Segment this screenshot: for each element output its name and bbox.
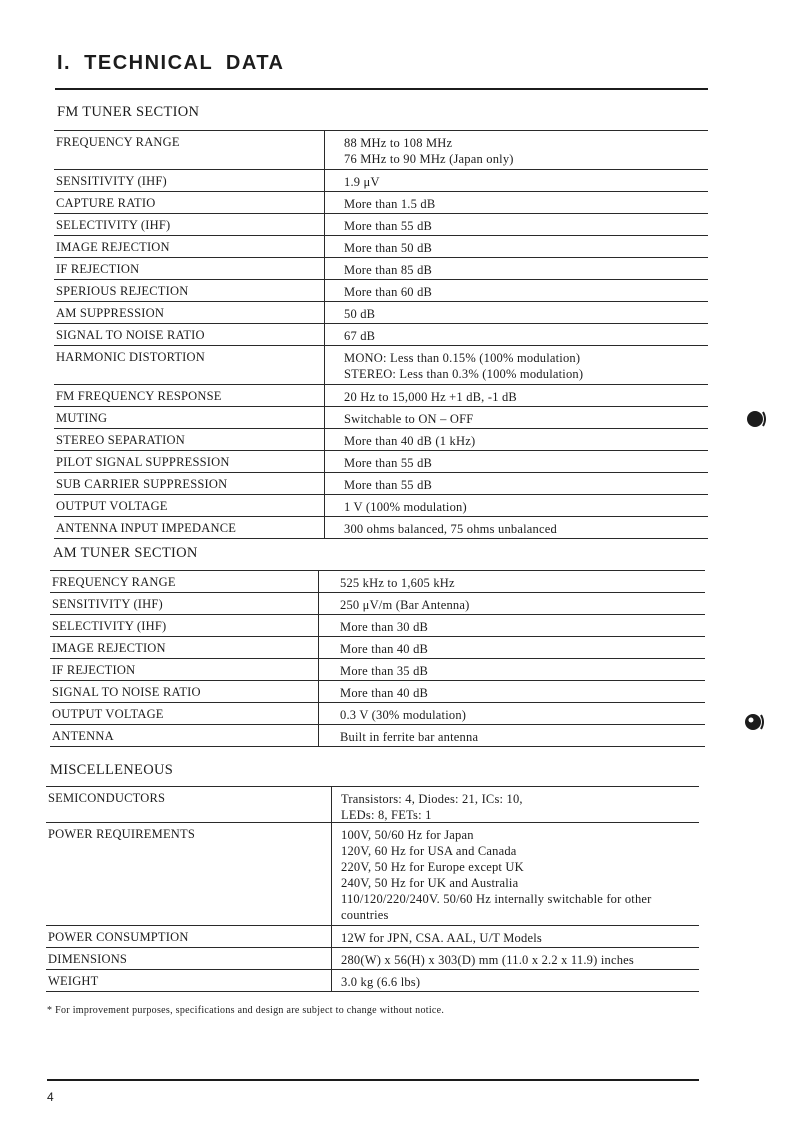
spec-value-line: 76 MHz to 90 MHz (Japan only) (344, 152, 514, 166)
spec-value (340, 619, 428, 635)
spec-label: FREQUENCY RANGE (52, 575, 176, 589)
spec-label: SIGNAL TO NOISE RATIO (52, 685, 201, 699)
spec-row (50, 681, 705, 703)
spec-label: SUB CARRIER SUPPRESSION (56, 477, 228, 491)
spec-value-line: 220V, 50 Hz for Europe except UK (341, 860, 524, 874)
spec-value-line: 0.3 V (30% modulation) (340, 708, 467, 722)
spec-value-line: More than 40 dB (340, 642, 429, 656)
fm-spec-table (54, 130, 708, 539)
column-divider (324, 131, 325, 169)
spec-label: HARMONIC DISTORTION (56, 350, 206, 364)
column-divider (331, 823, 332, 925)
spec-row (54, 192, 708, 214)
column-divider (324, 258, 325, 279)
column-divider (324, 451, 325, 472)
column-divider (324, 407, 325, 428)
spec-row (54, 214, 708, 236)
spec-value (344, 284, 432, 300)
spec-label: FREQUENCY RANGE (56, 135, 180, 149)
spec-value-line: More than 40 dB (340, 686, 429, 700)
spec-value-line: STEREO: Less than 0.3% (100% modulation) (344, 367, 584, 381)
spec-value (344, 411, 473, 427)
spec-value-line: 250 μV/m (Bar Antenna) (340, 598, 470, 612)
column-divider (324, 385, 325, 406)
spec-value-line: 1.9 μV (344, 175, 380, 189)
spec-value (344, 135, 514, 167)
spec-label: IF REJECTION (56, 262, 140, 276)
spec-label: OUTPUT VOLTAGE (52, 707, 164, 721)
spec-row (54, 302, 708, 324)
spec-value (340, 641, 428, 657)
spec-value (344, 455, 432, 471)
spec-row (54, 495, 708, 517)
spec-value-line: 50 dB (344, 307, 376, 321)
spec-row (50, 637, 705, 659)
spec-value (340, 707, 466, 723)
bottom-rule (47, 1079, 699, 1081)
spec-row (50, 593, 705, 615)
column-divider (324, 429, 325, 450)
column-divider (318, 659, 319, 680)
spec-value-line: 300 ohms balanced, 75 ohms unbalanced (344, 522, 557, 536)
spec-value-line: Built in ferrite bar antenna (340, 730, 479, 744)
spec-row (54, 258, 708, 280)
spec-value-line: More than 50 dB (344, 241, 433, 255)
column-divider (331, 926, 332, 947)
spec-value-line: 280(W) x 56(H) x 303(D) mm (11.0 x 2.2 x 11.9) inches (341, 953, 634, 967)
column-divider (318, 681, 319, 702)
spec-value (344, 350, 583, 382)
misc-section-heading: MISCELLENEOUS (50, 762, 174, 778)
spec-value (341, 974, 420, 990)
spec-row (50, 615, 705, 637)
column-divider (318, 637, 319, 658)
spec-label: AM SUPPRESSION (56, 306, 165, 320)
spec-value-line: LEDs: 8, FETs: 1 (341, 808, 432, 822)
spec-value-line: Switchable to ON – OFF (344, 412, 474, 426)
spec-value (344, 174, 380, 190)
spec-label: SELECTIVITY (IHF) (56, 218, 171, 232)
spec-row (54, 170, 708, 192)
spec-label: PILOT SIGNAL SUPPRESSION (56, 455, 230, 469)
spec-row (54, 429, 708, 451)
column-divider (324, 192, 325, 213)
spec-value-line: More than 60 dB (344, 285, 433, 299)
column-divider (318, 571, 319, 592)
spec-label: SPERIOUS REJECTION (56, 284, 189, 298)
spec-value-line: 240V, 50 Hz for UK and Australia (341, 876, 519, 890)
spec-value (340, 663, 428, 679)
spec-value (344, 328, 375, 344)
spec-value-line: Transistors: 4, Diodes: 21, ICs: 10, (341, 792, 523, 806)
spec-row (54, 280, 708, 302)
spec-row (54, 451, 708, 473)
spec-value-line: 525 kHz to 1,605 kHz (340, 576, 455, 590)
spec-row (50, 659, 705, 681)
spec-value-line: 20 Hz to 15,000 Hz +1 dB, -1 dB (344, 390, 517, 404)
spec-label: SIGNAL TO NOISE RATIO (56, 328, 205, 342)
column-divider (318, 615, 319, 636)
column-divider (324, 236, 325, 257)
spec-row (54, 407, 708, 429)
column-divider (324, 346, 325, 384)
spec-row (50, 703, 705, 725)
spec-value (340, 597, 469, 613)
spec-value-line: 88 MHz to 108 MHz (344, 136, 453, 150)
spec-value-line: 12W for JPN, CSA. AAL, U/T Models (341, 931, 542, 945)
spec-value (341, 952, 634, 968)
column-divider (331, 970, 332, 991)
spec-label: POWER REQUIREMENTS (48, 827, 196, 841)
spec-value (344, 306, 375, 322)
spec-value (340, 729, 478, 745)
spec-row (54, 473, 708, 495)
column-divider (324, 495, 325, 516)
column-divider (324, 302, 325, 323)
spec-value (344, 240, 432, 256)
spec-label: SEMICONDUCTORS (48, 791, 166, 805)
spec-label: DIMENSIONS (48, 952, 128, 966)
footnote: * For improvement purposes, specifications and design are subject to change without notice. (47, 1005, 445, 1016)
spec-value-line: MONO: Less than 0.15% (100% modulation) (344, 351, 581, 365)
spec-label: ANTENNA INPUT IMPEDANCE (56, 521, 237, 535)
column-divider (324, 214, 325, 235)
spec-value-line: 1 V (100% modulation) (344, 500, 467, 514)
spec-value-line: More than 55 dB (344, 478, 433, 492)
spec-value (340, 575, 455, 591)
spec-value-line: More than 35 dB (340, 664, 429, 678)
spec-value (344, 218, 432, 234)
spec-label: STEREO SEPARATION (56, 433, 185, 447)
column-divider (324, 473, 325, 494)
column-divider (324, 324, 325, 345)
binder-hole-icon (743, 711, 765, 733)
spec-row (46, 970, 699, 992)
spec-label: SELECTIVITY (IHF) (52, 619, 167, 633)
spec-row (46, 948, 699, 970)
spec-value-line: More than 55 dB (344, 456, 433, 470)
spec-value-line: countries (341, 908, 389, 922)
spec-value-line: More than 55 dB (344, 219, 433, 233)
spec-label: SENSITIVITY (IHF) (52, 597, 163, 611)
spec-label: WEIGHT (48, 974, 99, 988)
misc-spec-table (46, 786, 699, 992)
spec-value (344, 262, 432, 278)
spec-label: CAPTURE RATIO (56, 196, 156, 210)
spec-value (344, 389, 517, 405)
spec-label: IMAGE REJECTION (56, 240, 170, 254)
spec-value (344, 521, 557, 537)
am-spec-table (50, 570, 705, 747)
spec-value-line: 110/120/220/240V. 50/60 Hz internally switchable for other (341, 892, 652, 906)
spec-row (54, 517, 708, 539)
spec-row (50, 725, 705, 747)
spec-value-line: 3.0 kg (6.6 lbs) (341, 975, 421, 989)
spec-value (341, 791, 523, 823)
spec-value-line: 100V, 50/60 Hz for Japan (341, 828, 474, 842)
spec-value-line: 120V, 60 Hz for USA and Canada (341, 844, 517, 858)
spec-row (46, 787, 699, 823)
spec-value (340, 685, 428, 701)
column-divider (318, 593, 319, 614)
am-section-heading: AM TUNER SECTION (53, 545, 198, 561)
spec-row (54, 236, 708, 258)
spec-row (54, 346, 708, 385)
spec-value-line: 67 dB (344, 329, 376, 343)
column-divider (324, 170, 325, 191)
spec-label: IF REJECTION (52, 663, 136, 677)
spec-row (46, 823, 699, 926)
spec-value-line: More than 1.5 dB (344, 197, 436, 211)
column-divider (324, 517, 325, 538)
spec-value-line: More than 40 dB (1 kHz) (344, 434, 476, 448)
spec-value (344, 433, 475, 449)
spec-label: IMAGE REJECTION (52, 641, 166, 655)
column-divider (324, 280, 325, 301)
title-rule (55, 88, 708, 90)
spec-row (46, 926, 699, 948)
page-title: I. TECHNICAL DATA (57, 52, 285, 74)
spec-label: FM FREQUENCY RESPONSE (56, 389, 222, 403)
spec-value (344, 196, 435, 212)
spec-value (344, 477, 432, 493)
spec-value-line: More than 30 dB (340, 620, 429, 634)
binder-hole-icon (745, 408, 767, 430)
spec-value (344, 499, 467, 515)
spec-row (54, 131, 708, 170)
spec-label: ANTENNA (52, 729, 114, 743)
spec-row (54, 385, 708, 407)
spec-label: SENSITIVITY (IHF) (56, 174, 167, 188)
spec-label: POWER CONSUMPTION (48, 930, 189, 944)
spec-value-line: More than 85 dB (344, 263, 433, 277)
column-divider (331, 787, 332, 822)
spec-label: MUTING (56, 411, 108, 425)
page-number: 4 (47, 1090, 54, 1104)
spec-value (341, 930, 542, 946)
column-divider (331, 948, 332, 969)
column-divider (318, 725, 319, 746)
spec-label: OUTPUT VOLTAGE (56, 499, 168, 513)
spec-value (341, 827, 652, 923)
fm-section-heading: FM TUNER SECTION (57, 104, 200, 120)
spec-row (54, 324, 708, 346)
column-divider (318, 703, 319, 724)
spec-row (50, 571, 705, 593)
